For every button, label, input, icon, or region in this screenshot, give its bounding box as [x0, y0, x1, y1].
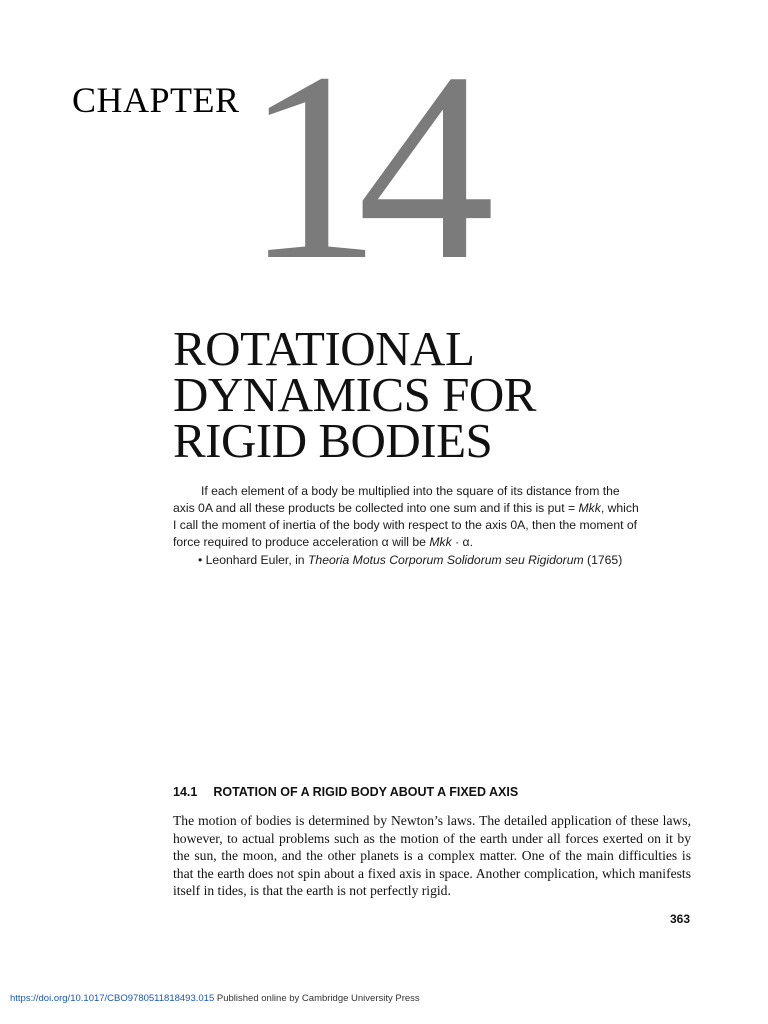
attribution-year: (1765) — [583, 553, 623, 567]
chapter-title-line-3: RIGID BODIES — [173, 413, 493, 468]
attribution-prefix: • Leonhard Euler, in — [198, 553, 308, 567]
chapter-number: 14 — [244, 17, 471, 316]
epigraph-text-c: · α. — [451, 535, 473, 549]
chapter-title-line-1: ROTATIONAL — [173, 321, 475, 376]
epigraph — [173, 483, 643, 569]
section-title: ROTATION OF A RIGID BODY ABOUT A FIXED AXIS — [213, 785, 519, 799]
section-body-paragraph: The motion of bodies is determined by Newton’s laws. The detailed application of these laws, however, to actual problems such as the motion of the earth under all forces exerted on it by the sun, the moon, and the other planets is a complex matter. One of the main difficulties is that the earth does not spin about a fixed axis in space. Another complication, which manifests itself in tides, is that the earth is not perfectly rigid. — [173, 813, 691, 898]
epigraph-attribution — [173, 552, 643, 569]
footer-publisher: Published online by Cambridge University Press — [214, 993, 420, 1004]
footer — [10, 993, 420, 1004]
epigraph-text-a: If each element of a body be multiplied into the square of its distance from the axis 0A and all these products be collected into one sum and if this is put = — [173, 484, 620, 515]
epigraph-quote — [173, 483, 643, 551]
section-number: 14.1 — [173, 785, 198, 799]
chapter-title-line-2: DYNAMICS FOR — [173, 367, 536, 422]
chapter-title — [173, 321, 536, 468]
epigraph-mkk-2: Mkk — [429, 535, 452, 549]
section-heading — [173, 785, 518, 799]
doi-link[interactable]: https://doi.org/10.1017/CBO9780511818493.015 — [10, 993, 215, 1004]
attribution-work: Theoria Motus Corporum Solidorum seu Rigidorum — [307, 553, 584, 567]
epigraph-text-b: , which I call the moment of inertia of the body with respect to the axis 0A, then the moment of force required to produce acceleration α will be — [173, 501, 639, 549]
epigraph-mkk: Mkk — [578, 501, 601, 515]
page-number: 363 — [670, 912, 691, 926]
chapter-label: CHAPTER — [72, 80, 240, 120]
